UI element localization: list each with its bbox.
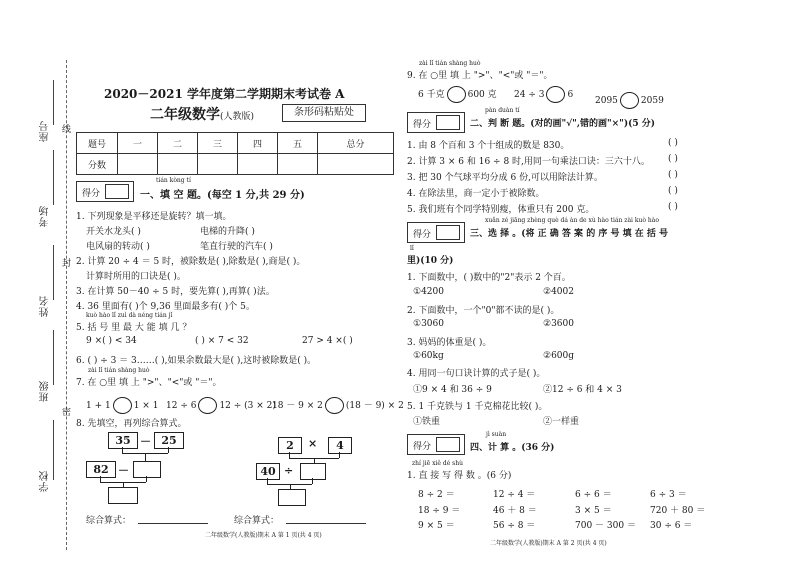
s2-q2-paren[interactable]: ( ) bbox=[668, 154, 678, 164]
score-table-cell: 四 bbox=[238, 133, 278, 154]
compare-circle[interactable] bbox=[620, 92, 639, 109]
q9b-right: 6 bbox=[567, 90, 574, 100]
s2-q4: 4. 在除法里，商一定小于被除数。 bbox=[407, 189, 545, 199]
s3-q5-b: ②一样重 bbox=[543, 417, 580, 427]
diagram2-answer-box-1[interactable] bbox=[300, 463, 326, 480]
calc-item: 12 ÷ 4 ＝ bbox=[493, 490, 536, 500]
score-table-cell: 分数 bbox=[77, 154, 118, 175]
seal-char-seal: 封 bbox=[62, 259, 72, 269]
q7-pinyin: zài lǐ tián shàng huò bbox=[88, 367, 150, 374]
diagram1-stem-mid bbox=[145, 453, 146, 461]
calc-item: 3 × 5 ＝ bbox=[575, 506, 612, 516]
seal-char-secret: 密 bbox=[62, 408, 72, 418]
s3-q1-a: ①4200 bbox=[413, 287, 444, 297]
compare-circle[interactable] bbox=[325, 397, 344, 414]
diagram1-answer-box-2[interactable] bbox=[108, 487, 138, 504]
q1d-text: 笔直行驶的汽车( ) bbox=[200, 242, 273, 252]
s2-q5: 5. 我们班有个同学特别瘦，体重只有 200 克。 bbox=[407, 205, 595, 215]
diagram2-box-b: 4 bbox=[328, 437, 352, 454]
calc-item: 9 × 5 ＝ bbox=[418, 521, 455, 531]
s3-q4-a: ①9 × 4 和 36 ÷ 9 bbox=[413, 385, 492, 395]
score-table-cell: 三 bbox=[198, 133, 238, 154]
q9b-row bbox=[514, 86, 573, 103]
q7c-left: 18 － 9 × 2 bbox=[272, 401, 323, 411]
s2-q3-paren[interactable]: ( ) bbox=[668, 170, 678, 180]
section3-pinyin2: lǐ bbox=[410, 245, 414, 252]
score-table-header-row bbox=[77, 133, 394, 154]
score-label: 得分 bbox=[413, 442, 432, 452]
diagram2-answer-box-2[interactable] bbox=[278, 489, 306, 506]
score-table bbox=[76, 132, 394, 175]
name-label: 姓名 bbox=[40, 295, 51, 317]
diagram2-box-a: 2 bbox=[278, 437, 302, 454]
score-table-cell: 题号 bbox=[77, 133, 118, 154]
s4-q1: 1. 直 接 写 得 数 。(6 分) bbox=[407, 471, 512, 481]
exam-room-blank[interactable] bbox=[53, 150, 54, 205]
edition-label: (人教版) bbox=[220, 112, 255, 122]
q7b-right: 12 ÷ (3 × 2) bbox=[219, 401, 276, 411]
q5-text: 5. 括 号 里 最 大 能 填 几 ？ bbox=[76, 323, 192, 333]
school-label: 学校 bbox=[40, 470, 51, 492]
diagram2-op: × bbox=[308, 437, 318, 450]
diagram1-op: － bbox=[140, 435, 151, 448]
score-table-cell: 五 bbox=[278, 133, 318, 154]
section3-title: 三、选 择 。(将 正 确 答 案 的 序 号 填 在 括 号 bbox=[470, 229, 668, 239]
calc-item: 18 ÷ 9 ＝ bbox=[418, 506, 461, 516]
name-blank[interactable] bbox=[53, 245, 54, 300]
q9b-left: 24 ÷ 3 bbox=[514, 90, 545, 100]
q1b-text: 电梯的升降( ) bbox=[200, 227, 255, 237]
s3-q1-b: ②4002 bbox=[543, 287, 574, 297]
subject-name: 二年级数学 bbox=[150, 107, 220, 123]
q7a-row bbox=[86, 397, 158, 414]
barcode-box: 条形码粘贴处 bbox=[282, 104, 366, 122]
q9-text: 9. 在 ○里 填 上 ">"、"<"或 "＝"。 bbox=[407, 71, 553, 81]
q9a-left: 6 千克 bbox=[418, 90, 445, 100]
subject-title bbox=[150, 104, 254, 124]
q7c-row bbox=[272, 397, 404, 414]
section2-title: 二、判 断 题。(对的画"√",错的画"×")(5 分) bbox=[470, 119, 656, 129]
calc-item: 30 ÷ 6 ＝ bbox=[650, 521, 693, 531]
score-input[interactable] bbox=[436, 225, 460, 240]
score-input[interactable] bbox=[436, 437, 460, 452]
calc-item: 46 ＋ 8 ＝ bbox=[493, 506, 537, 516]
q3-text: 3. 在计算 50－40 ÷ 5 时，要先算( ),再算( )法。 bbox=[76, 287, 275, 297]
calc-item: 6 ÷ 6 ＝ bbox=[575, 490, 612, 500]
exam-room-label: 考场 bbox=[40, 205, 51, 227]
q7a-left: 1 + 1 bbox=[86, 401, 111, 411]
combo1-label: 综合算式： bbox=[86, 516, 132, 526]
diagram1-box-c: 82 bbox=[86, 461, 116, 478]
calc-item: 56 ÷ 8 ＝ bbox=[493, 521, 536, 531]
section1-pinyin: tián kòng tí bbox=[156, 177, 191, 184]
score-input[interactable] bbox=[105, 184, 129, 199]
q1c-text: 电风扇的转动( ) bbox=[86, 242, 150, 252]
diagram2-stem-a bbox=[289, 452, 290, 458]
calc-item: 8 ÷ 2 ＝ bbox=[418, 490, 455, 500]
school-blank[interactable] bbox=[53, 420, 54, 480]
diagram2-stem-c bbox=[267, 478, 268, 484]
diagram1-stem-c bbox=[100, 476, 101, 482]
s3-q4: 4. 用同一句口诀计算的式子是( )。 bbox=[407, 369, 546, 379]
compare-circle[interactable] bbox=[546, 86, 565, 103]
q5a-text: 9 ×( ) < 34 bbox=[86, 336, 137, 346]
diagram1-box-b: 25 bbox=[154, 432, 184, 449]
diagram2-op2: ÷ bbox=[284, 464, 294, 477]
seat-blank[interactable] bbox=[53, 80, 54, 125]
seat-label: 座号 bbox=[40, 120, 51, 142]
diagram2-stem-b bbox=[339, 452, 340, 458]
q7-text: 7. 在 ○里 填 上 ">"、"<"或 "＝"。 bbox=[76, 378, 222, 388]
calc-item: 6 ÷ 3 ＝ bbox=[650, 490, 687, 500]
q7b-left: 12 ÷ 6 bbox=[166, 401, 197, 411]
q5c-text: 27 > 4 ×( ) bbox=[302, 336, 353, 346]
s2-q1-paren[interactable]: ( ) bbox=[668, 138, 678, 148]
q9a-row bbox=[418, 86, 497, 103]
diagram1-stem-a bbox=[122, 447, 123, 453]
page1-footer: 二年级数学(人教版)期末 A 第 1 页(共 4 页) bbox=[205, 532, 322, 539]
exam-title: 2020－2021 学年度第二学期期末考试卷 A bbox=[104, 87, 345, 101]
q4-text: 4. 36 里面有( )个 9,36 里面最多有( )个 5。 bbox=[76, 302, 255, 312]
q6-text: 6. ( ) ÷ 3 ＝ 3……( ),如果余数最大是( ),这时被除数是( )。 bbox=[76, 356, 317, 366]
s2-q1: 1. 由 8 个百和 3 个十组成的数是 830。 bbox=[407, 141, 570, 151]
score-table-cell: 总分 bbox=[318, 133, 394, 154]
score-input-cell[interactable] bbox=[198, 154, 238, 175]
score-input-cell[interactable] bbox=[238, 154, 278, 175]
q7c-right: (18 － 9) × 2 bbox=[345, 401, 404, 411]
combo2-label: 综合算式： bbox=[234, 516, 280, 526]
score-label: 得分 bbox=[82, 189, 101, 199]
q9c-row bbox=[595, 92, 664, 109]
s2-q5-paren[interactable]: ( ) bbox=[668, 202, 678, 212]
s3-q4-b: ②12 ÷ 6 和 4 × 3 bbox=[543, 385, 622, 395]
s4-q1-pinyin: zhí jiē xiě dé shù bbox=[412, 460, 463, 467]
compare-circle[interactable] bbox=[113, 397, 132, 414]
q1a-text: 开关水龙头( ) bbox=[86, 227, 141, 237]
calc-item: 720 ＋ 80 ＝ bbox=[650, 506, 706, 516]
s3-q2-b: ②3600 bbox=[543, 319, 574, 329]
s2-q2: 2. 计算 3 × 6 和 16 ÷ 8 时,用同一句乘法口诀：三六十八。 bbox=[407, 157, 650, 167]
score-label: 得分 bbox=[413, 120, 432, 130]
section1-title: 一、填 空 题。(每空 1 分,共 29 分) bbox=[140, 190, 305, 201]
diagram2-stem-d bbox=[312, 478, 313, 484]
section4-title: 四、计 算 。(36 分) bbox=[470, 443, 555, 453]
section2-pinyin: pàn duàn tí bbox=[485, 107, 520, 114]
combo1-blank[interactable] bbox=[138, 523, 208, 524]
combo2-blank[interactable] bbox=[286, 523, 366, 524]
page2-footer: 二年级数学(人教版)期末 A 第 2 页(共 4 页) bbox=[490, 540, 607, 547]
section1-score-box bbox=[76, 181, 134, 202]
q1-text: 1. 下列现象是平移还是旋转？填一填。 bbox=[76, 212, 232, 222]
seal-char-line: 线 bbox=[62, 125, 72, 135]
q9c-right: 2059 bbox=[640, 96, 664, 106]
q2-text: 2. 计算 20 ÷ 4 ＝ 5 时，被除数是( ),除数是( ),商是( )。 bbox=[76, 257, 306, 267]
score-table-score-row bbox=[77, 154, 394, 175]
score-table-cell: 一 bbox=[118, 133, 158, 154]
score-input-cell[interactable] bbox=[158, 154, 198, 175]
score-table-cell: 二 bbox=[158, 133, 198, 154]
q7b-row bbox=[166, 397, 276, 414]
diagram1-box-a: 35 bbox=[108, 432, 138, 449]
class-blank[interactable] bbox=[53, 330, 54, 385]
s3-q3: 3. 妈妈的体重是( )。 bbox=[407, 338, 492, 348]
q7a-right: 1 × 1 bbox=[133, 401, 159, 411]
section4-score-box bbox=[407, 434, 465, 455]
diagram1-stem-b bbox=[168, 447, 169, 453]
diagram1-stem-d bbox=[146, 476, 147, 482]
score-input-cell[interactable] bbox=[318, 154, 394, 175]
score-input-cell[interactable] bbox=[118, 154, 158, 175]
compare-circle[interactable] bbox=[198, 397, 217, 414]
section3-pinyin: xuǎn zé jiāng zhèng què dá àn de xù hào tián zài kuò hào bbox=[485, 217, 659, 224]
score-input-cell[interactable] bbox=[278, 154, 318, 175]
q5b-text: ( ) × 7 < 32 bbox=[195, 336, 249, 346]
section3-score-box bbox=[407, 222, 465, 243]
q9c-left: 2095 bbox=[595, 96, 618, 106]
diagram1-op2: － bbox=[118, 464, 129, 477]
s2-q4-paren[interactable]: ( ) bbox=[668, 186, 678, 196]
compare-circle[interactable] bbox=[447, 86, 466, 103]
s3-q2: 2. 下面数中，一个"0"都不读的是( )。 bbox=[407, 306, 560, 316]
s2-q3: 3. 把 30 个气球平均分成 6 份,可以用除法计算。 bbox=[407, 173, 603, 183]
class-label: 班级 bbox=[40, 380, 51, 402]
s3-q2-a: ①3060 bbox=[413, 319, 444, 329]
score-label: 得分 bbox=[413, 230, 432, 240]
q5-pinyin: kuò hào lǐ zuì dà néng tián jǐ bbox=[86, 312, 173, 319]
s3-q5: 5. 1 千克铁与 1 千克棉花比较( )。 bbox=[407, 402, 548, 412]
diagram2-box-c: 40 bbox=[256, 463, 280, 480]
s3-q1: 1. 下面数中，( )数中的"2"表示 2 个百。 bbox=[407, 273, 571, 283]
calc-item: 700 － 300 ＝ bbox=[575, 521, 636, 531]
section4-pinyin: jì suàn bbox=[486, 431, 507, 438]
section2-score-box bbox=[407, 112, 465, 133]
s3-q3-b: ②600g bbox=[543, 351, 575, 361]
q2b-text: 计算时所用的口诀是( )。 bbox=[86, 272, 186, 282]
q8-text: 8. 先填空，再列综合算式。 bbox=[76, 419, 187, 429]
section3-title2: 里)(10 分) bbox=[407, 256, 454, 266]
s3-q3-a: ①60kg bbox=[413, 351, 444, 361]
diagram1-answer-box-1[interactable] bbox=[133, 461, 161, 478]
score-input[interactable] bbox=[436, 115, 460, 130]
s3-q5-a: ①铁重 bbox=[413, 417, 441, 427]
q9a-right: 600 克 bbox=[467, 90, 497, 100]
q9-pinyin: zài lǐ tián shàng huò bbox=[419, 60, 481, 67]
